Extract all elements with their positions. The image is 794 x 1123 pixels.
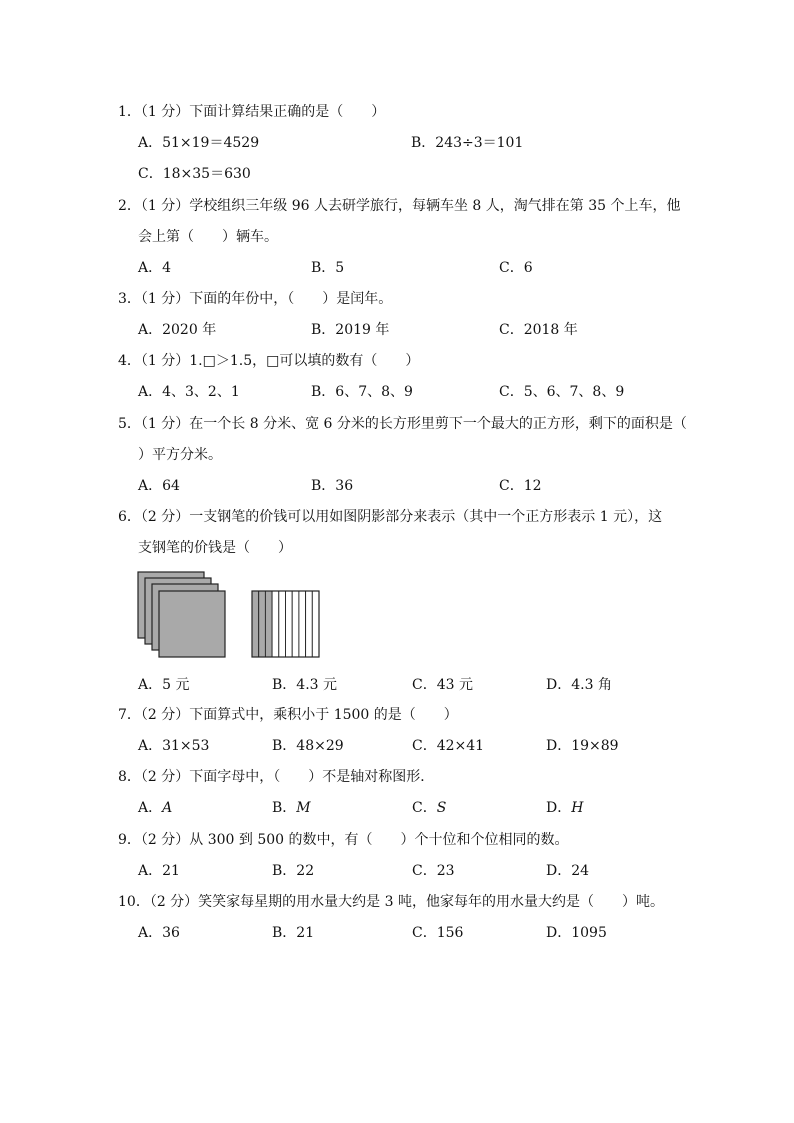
whole-square-4 xyxy=(159,591,225,657)
q1-option-b: B．243÷3＝101 xyxy=(411,135,524,151)
q9-option-d: D．24 xyxy=(546,863,590,879)
q8-option-a: A．A xyxy=(138,800,173,816)
q7-option-b: B．48×29 xyxy=(272,738,344,754)
question-8: 8．（2 分）下面字母中，（ ）不是轴对称图形． xyxy=(118,769,435,785)
q10-option-b: B．21 xyxy=(272,925,315,941)
question-7: 7．（2 分）下面算式中，乘积小于 1500 的是（ ） xyxy=(118,707,458,723)
q5-option-c: C．12 xyxy=(499,478,542,494)
unshaded-tenth-strip xyxy=(299,591,306,657)
q6-option-b: B．4.3 元 xyxy=(272,677,338,693)
q10-option-a: A．36 xyxy=(138,925,180,941)
question-2-line2: 会上第（ ）辆车。 xyxy=(138,229,278,245)
q7-option-d: D．19×89 xyxy=(546,738,619,754)
q3-option-a: A．2020 年 xyxy=(138,322,217,338)
q2-option-b: B．5 xyxy=(311,260,345,276)
shaded-tenth-strip xyxy=(265,591,272,657)
letter-h: H xyxy=(571,800,584,816)
q6-option-d: D．4.3 角 xyxy=(546,677,612,693)
shaded-tenth-strip xyxy=(259,591,266,657)
shaded-tenth-strip xyxy=(252,591,259,657)
q8-option-d: D．H xyxy=(546,800,584,816)
q10-option-c: C．156 xyxy=(412,925,464,941)
tenths-square-figure xyxy=(248,588,324,660)
question-10: 10．（2 分）笑笑家每星期的用水量大约是 3 吨，他家每年的用水量大约是（ ）吨。 xyxy=(118,894,664,910)
q1-option-a: A．51×19＝4529 xyxy=(138,135,260,151)
letter-a: A xyxy=(162,800,173,816)
q4-option-c: C．5、6、7、8、9 xyxy=(499,384,625,400)
question-3: 3．（1 分）下面的年份中，（ ）是闰年。 xyxy=(118,291,393,307)
unshaded-tenth-strip xyxy=(279,591,286,657)
q8-option-c: C．S xyxy=(412,800,447,816)
question-1: 1．（1 分）下面计算结果正确的是（ ） xyxy=(118,104,386,120)
whole-squares-figure xyxy=(134,568,230,660)
question-5-line2: ）平方分米。 xyxy=(138,447,222,463)
question-6: 6．（2 分）一支钢笔的价钱可以用如图阴影部分来表示（其中一个正方形表示 1 元），这 xyxy=(118,509,663,525)
unshaded-tenth-strip xyxy=(292,591,299,657)
q4-option-b: B．6、7、8、9 xyxy=(311,384,413,400)
q9-option-c: C．23 xyxy=(412,863,455,879)
unshaded-tenth-strip xyxy=(286,591,293,657)
q8-option-b: B．M xyxy=(272,800,311,816)
unshaded-tenth-strip xyxy=(312,591,319,657)
q4-option-a: A．4、3、2、1 xyxy=(138,384,240,400)
q6-option-a: A．5 元 xyxy=(138,677,190,693)
letter-s: S xyxy=(436,800,447,816)
question-5: 5．（1 分）在一个长 8 分米、宽 6 分米的长方形里剪下一个最大的正方形，剩下的面积是（ xyxy=(118,416,687,432)
q6-option-c: C．43 元 xyxy=(412,677,473,693)
unshaded-tenth-strip xyxy=(306,591,313,657)
q3-option-b: B．2019 年 xyxy=(311,322,390,338)
unshaded-tenth-strip xyxy=(272,591,279,657)
q2-option-a: A．4 xyxy=(138,260,172,276)
question-9: 9．（2 分）从 300 到 500 的数中，有（ ）个十位和个位相同的数。 xyxy=(118,832,569,848)
q9-option-a: A．21 xyxy=(138,863,180,879)
q2-option-c: C．6 xyxy=(499,260,533,276)
question-4: 4．（1 分）1.□＞1.5，□可以填的数有（ ） xyxy=(118,353,420,369)
q9-option-b: B．22 xyxy=(272,863,315,879)
q7-option-c: C．42×41 xyxy=(412,738,485,754)
q1-option-c: C．18×35＝630 xyxy=(138,166,251,182)
letter-m: M xyxy=(296,800,311,816)
q7-option-a: A．31×53 xyxy=(138,738,210,754)
question-2: 2．（1 分）学校组织三年级 96 人去研学旅行，每辆车坐 8 人，淘气排在第 35 个上车，他 xyxy=(118,198,681,214)
q5-option-a: A．64 xyxy=(138,478,180,494)
q5-option-b: B．36 xyxy=(311,478,354,494)
q3-option-c: C．2018 年 xyxy=(499,322,578,338)
q10-option-d: D．1095 xyxy=(546,925,607,941)
question-6-line2: 支钢笔的价钱是（ ） xyxy=(138,540,292,556)
